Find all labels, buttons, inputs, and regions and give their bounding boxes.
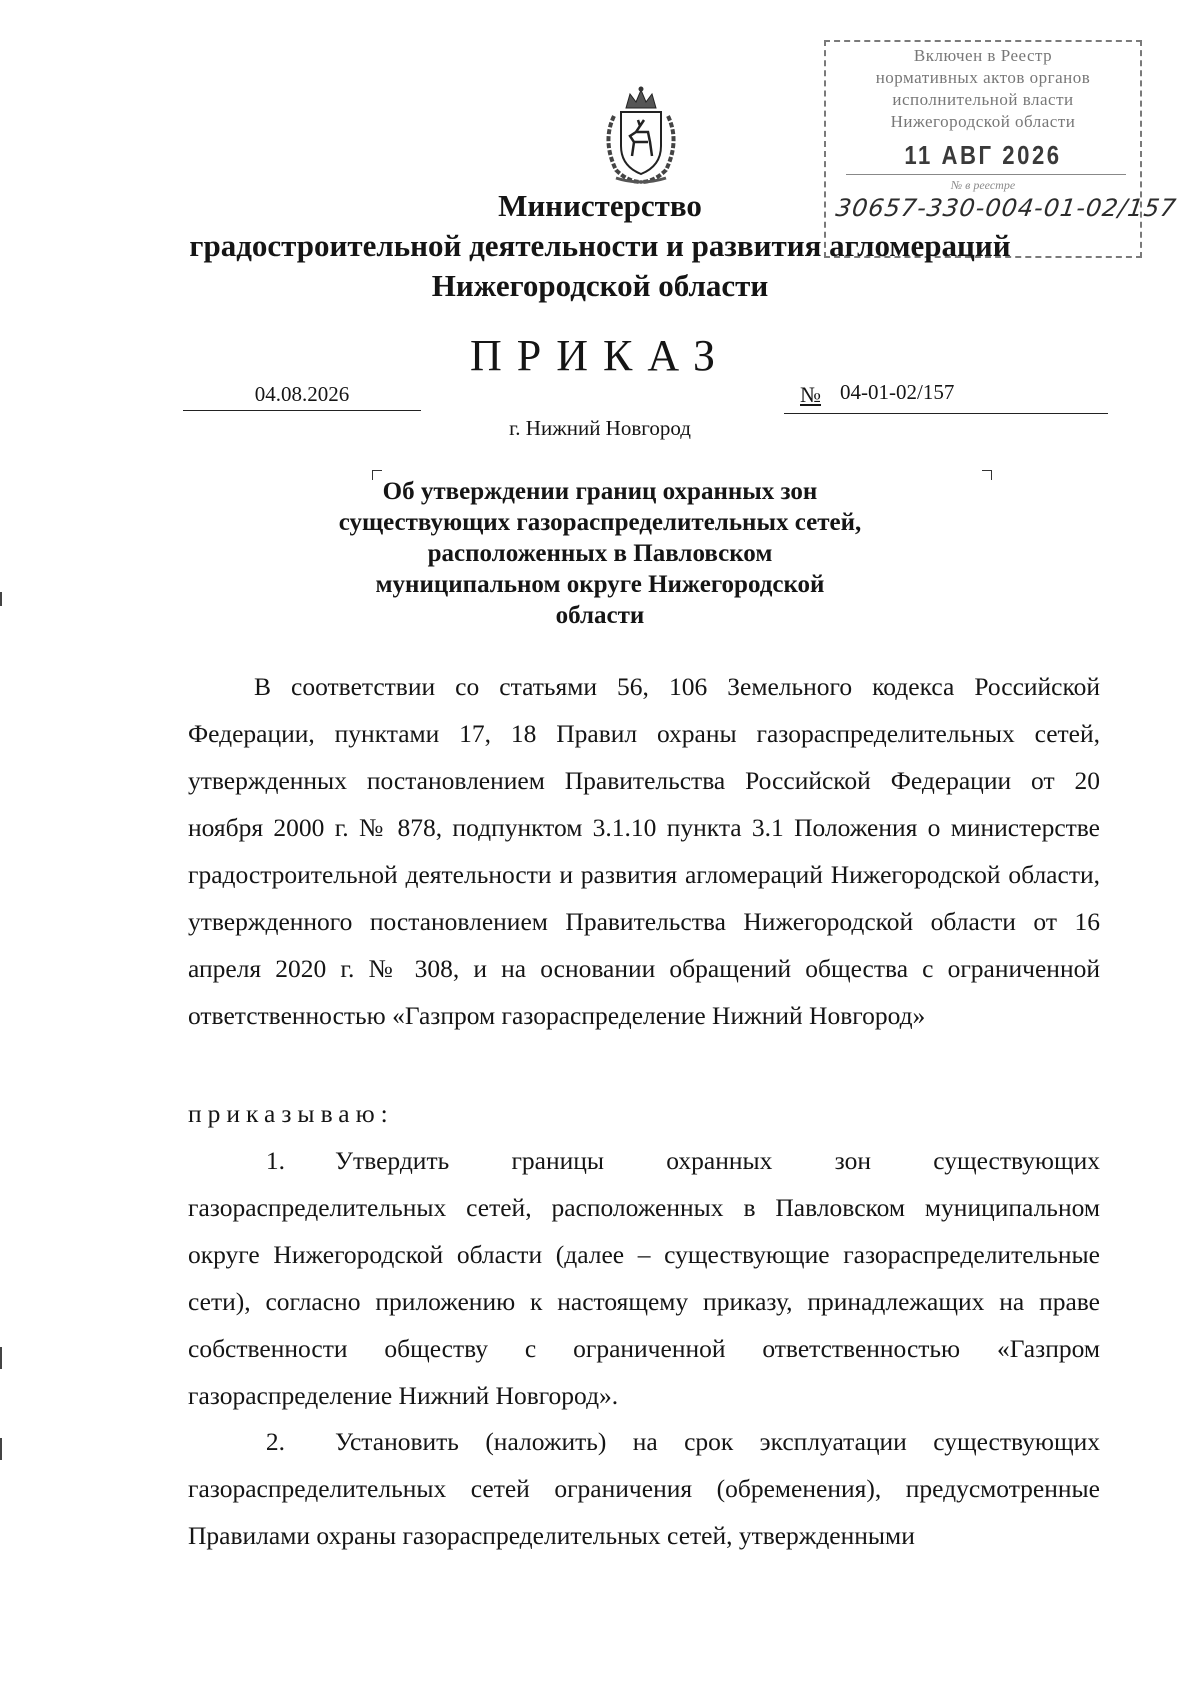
order-item-1 <box>188 1137 1100 1419</box>
stamp-text-line: исполнительной власти <box>892 90 1074 109</box>
order-date: 04.08.2026 <box>254 382 350 406</box>
ministry-title-line-3: Нижегородской области <box>431 268 769 303</box>
registry-stamp <box>824 40 1179 258</box>
number-underline <box>784 413 1108 414</box>
coat-of-arms-emblem <box>596 86 686 186</box>
order-city: г. Нижний Новгород <box>509 416 691 440</box>
order-number: 04-01-02/157 <box>840 380 955 404</box>
item-text: Установить (наложить) на срок эксплуатации существующих газораспределительных сетей ограничения (обременения), предусмотренные Правилами охраны газораспределительных сетей, утвержденными <box>188 1427 1100 1550</box>
stamp-text-line: Нижегородской области <box>890 112 1076 131</box>
item-text: Утвердить границы охранных зон существующих газораспределительных сетей, расположенных в Павловском муниципальном округе Нижегородской области (далее – существующие газораспределительные сети), согласно приложению к настоящему приказу, принадлежащих на праве собственности обществу с ограниченной ответственностью «Газпром газораспределение Нижний Новгород». <box>188 1146 1100 1410</box>
ministry-title-line-1: Министерство <box>498 188 702 223</box>
scan-edge-mark <box>0 1347 2 1369</box>
document-type-heading: ПРИКАЗ <box>469 331 731 380</box>
stamp-registry-number: 30657-330-004-01-02/157 <box>834 194 1179 222</box>
date-underline <box>183 410 421 411</box>
scan-edge-mark <box>0 1438 2 1460</box>
order-item-2 <box>188 1418 1100 1559</box>
subject-line: расположенных в Павловском <box>427 540 773 567</box>
stamp-date: 11 АВГ 2026 <box>904 140 1062 170</box>
stamp-number-label: № в реестре <box>950 178 1016 192</box>
order-directive: приказываю: <box>188 1099 394 1128</box>
subject-line: Об утверждении границ охранных зон <box>382 478 818 505</box>
subject-line: области <box>555 602 645 629</box>
stamp-divider <box>846 174 1126 175</box>
item-number: 1. <box>265 1146 285 1175</box>
subject-line: муниципальном округе Нижегородской <box>375 571 825 598</box>
stamp-text-line: Включен в Реестр <box>913 46 1053 65</box>
stamp-text-line: нормативных актов органов <box>875 68 1091 87</box>
subject-line: существующих газораспределительных сетей, <box>338 509 862 536</box>
ministry-title-line-2: градостроительной деятельности и развития агломераций <box>189 228 1011 263</box>
item-number: 2. <box>265 1427 285 1456</box>
scan-edge-mark <box>0 592 2 606</box>
preamble-paragraph: В соответствии со статьями 56, 106 Земельного кодекса Российской Федерации, пунктами 17, 18 Правил охраны газораспределительных сетей, утвержденных постановлением Правительства Российской Федерации от 20 ноября 2000 г. № 878, подпунктом 3.1.10 пункта 3.1 Положения о министерстве градостроительной деятельности и развития агломераций Нижегородской области, утвержденного постановлением Правительства Нижегородской области от 16 апреля 2020 г. № 308, и на основании обращений общества с ограниченной ответственностью «Газпром газораспределение Нижний Новгород» <box>188 672 1100 1030</box>
number-sign: № <box>800 382 821 407</box>
